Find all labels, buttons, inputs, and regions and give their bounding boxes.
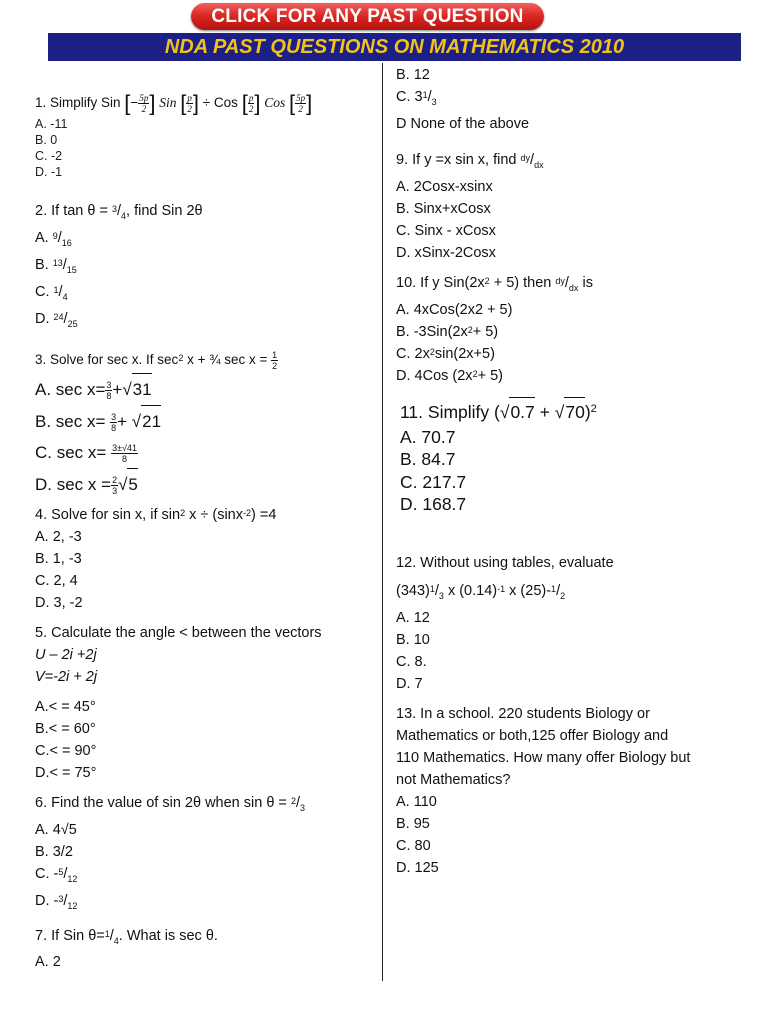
option: B. 1, -3 (35, 550, 82, 567)
text-fragment: C. - (35, 865, 59, 882)
text-fragment: / (295, 794, 300, 811)
left-column (35, 90, 375, 973)
option: B. 12 (396, 67, 430, 83)
text-fragment: 10. If y Sin(2x (396, 274, 485, 291)
text-fragment: x (25)- (505, 582, 552, 599)
text-fragment: ÷ Cos (202, 95, 238, 110)
text-fragment: V=-2i + 2j (35, 668, 98, 685)
text-fragment: 1 (429, 583, 435, 594)
option (35, 373, 375, 405)
text-fragment: 2 (472, 368, 478, 379)
option: D. $-^3/_{12}$ (35, 892, 78, 911)
text-fragment: (343) (396, 582, 430, 599)
text-fragment: 5 (58, 866, 64, 877)
text-fragment: 3 (58, 893, 64, 904)
text-fragment: 8 (111, 422, 117, 433)
text-fragment: . What is sec θ. (118, 927, 218, 944)
option: B. Sinx+xCosx (396, 200, 491, 217)
question-13 (396, 703, 746, 879)
text-fragment: 2 (560, 590, 566, 601)
text-fragment: D. sec x = (35, 474, 112, 494)
text-fragment: Mathematics or both,125 offer Biology and (396, 727, 669, 744)
text-fragment: Cos (264, 95, 286, 110)
text-fragment: 1 (104, 928, 110, 939)
question-6 (35, 792, 375, 917)
text-fragment: / (117, 203, 122, 220)
option: A. 4xCos(2x2 + 5) (396, 301, 513, 318)
text-fragment: C. 3 (396, 89, 423, 105)
text-fragment: + √ (117, 411, 142, 431)
text-fragment: / (564, 274, 569, 291)
text-fragment: dy (555, 275, 565, 286)
option: A. 2, -3 (35, 528, 82, 545)
text-fragment: x (0.14) (443, 582, 498, 599)
text-fragment: 4 (113, 935, 119, 946)
text-fragment: 0.7 (509, 397, 534, 426)
text-fragment: , find Sin 2θ (126, 203, 203, 220)
past-question-button[interactable]: CLICK FOR ANY PAST QUESTION (191, 3, 544, 30)
text-fragment: 2 (298, 103, 303, 114)
text-fragment: ) =4 (251, 506, 277, 523)
text-fragment: 2 (141, 103, 147, 114)
text-fragment: 6. Find the value of sin 2θ when sin θ = (35, 794, 291, 811)
option: B. $^{13}/_{15}$ (35, 257, 77, 276)
option: A. $^9/_{16}$ (35, 230, 72, 249)
text-fragment: dx (568, 282, 579, 293)
text-fragment: C. sec x= (35, 442, 112, 462)
text-fragment: x ÷ (sinx (185, 506, 243, 523)
text-fragment: p (248, 92, 254, 103)
text-fragment: 9. If y =x sin x, find (396, 151, 521, 168)
text-fragment: / (434, 582, 439, 599)
text-fragment: B. sec x= (35, 411, 111, 431)
text-fragment: 2 (590, 402, 597, 415)
option: B.< = 60° (35, 720, 96, 737)
text-fragment: 12 (67, 873, 78, 884)
question-9 (396, 149, 746, 264)
option: D.< = 75° (35, 764, 97, 781)
text-fragment: 1 (422, 90, 428, 100)
text-fragment: 2 (484, 275, 490, 286)
text-fragment: 1 (272, 349, 278, 360)
text-fragment: 12. Without using tables, evaluate (396, 554, 614, 571)
text-fragment: C. 2x (396, 345, 430, 362)
option: D. xSinx-2Cosx (396, 244, 496, 261)
question-8-continued (396, 64, 746, 135)
text-fragment: 3 (299, 802, 305, 813)
text-fragment: 3 (111, 204, 117, 215)
text-fragment: 3 (106, 379, 112, 390)
text-fragment: -2 (243, 507, 252, 518)
option: B. 0 (35, 133, 58, 148)
option: B. 3/2 (35, 843, 73, 860)
text-fragment: +√ (112, 379, 132, 399)
text-fragment: 8 (122, 453, 128, 464)
question-3 (35, 347, 375, 500)
text-fragment: + 5) (472, 323, 499, 340)
option: A.< = 45° (35, 698, 96, 715)
text-fragment: 2 (290, 795, 296, 806)
option (396, 365, 746, 387)
text-fragment: A. (35, 230, 53, 247)
text-fragment: 3 (438, 590, 444, 601)
text-fragment: 2 (180, 507, 186, 518)
text-fragment: 3. Solve for sec x. If sec (35, 351, 179, 367)
text-fragment: 5p (139, 92, 149, 103)
option (396, 343, 746, 365)
text-fragment: 4 (121, 211, 127, 222)
text-fragment: / (556, 582, 561, 599)
option: D. -1 (35, 165, 63, 180)
text-fragment: 5p (296, 92, 306, 103)
text-fragment: + √ (534, 401, 565, 422)
question-1: 1. Simplify Sin [− $\frac{5p}{2}$ ] Sin [ $\frac{p}{2}$ ] ÷ Cos [ $\frac{p}{2}$ ] Cos [ $\frac{5p}{2}$ ] A. -11 B. 0 C. -2 D. -1 (35, 90, 375, 180)
option: A. 2 (35, 954, 61, 971)
text-fragment: D. - (35, 892, 59, 909)
text-fragment: U – 2i +2j (35, 646, 97, 663)
column-divider (382, 63, 383, 981)
question-5 (35, 622, 375, 784)
option: C. 2, 4 (35, 572, 78, 589)
text-fragment: -1 (497, 583, 506, 594)
question-12 (396, 552, 746, 695)
option: A. 70.7 (400, 426, 456, 447)
text-fragment: 5. Calculate the angle < between the vectors (35, 624, 322, 641)
text-fragment: 24 (53, 312, 64, 322)
text-fragment: A. sec x= (35, 379, 106, 399)
text-fragment: 2. If tan θ = (35, 203, 112, 220)
text-fragment: 11. Simplify (√ (400, 401, 510, 422)
text-fragment: 12 (67, 900, 78, 911)
text-fragment: is (578, 274, 593, 291)
text-fragment: C. (35, 284, 54, 301)
option: C.< = 90° (35, 742, 97, 759)
text-fragment: Sin (159, 95, 177, 110)
option: D. 7 (396, 675, 423, 692)
option: B. 95 (396, 815, 430, 832)
option: A. 110 (396, 793, 437, 810)
text-fragment: + 5) then (489, 274, 556, 291)
question-11 (396, 397, 746, 516)
text-fragment: 1 (551, 583, 557, 594)
text-fragment: √ (118, 474, 128, 494)
option: A. -11 (35, 117, 68, 132)
option: D. $^{24}/_{25}$ (35, 311, 78, 329)
text-fragment: 3 (111, 411, 117, 422)
option (396, 86, 746, 113)
text-fragment: 1 (53, 285, 59, 296)
option: D. 3, -2 (35, 594, 83, 611)
text-fragment: x + ¾ sec x = (183, 351, 272, 367)
question-2 (35, 200, 375, 334)
text-fragment: + 5) (477, 367, 503, 384)
option: B. 10 (396, 631, 430, 648)
text-fragment: 3±√41 (112, 442, 137, 453)
text-fragment: / (427, 89, 432, 105)
text-fragment: B. (35, 257, 53, 274)
text-fragment: p (187, 92, 192, 103)
text-fragment: 2 (187, 103, 192, 114)
text-fragment: 2 (429, 346, 435, 357)
question-4 (35, 504, 375, 614)
text-fragment: 4 (62, 292, 68, 302)
text-fragment: 3 (112, 485, 118, 496)
text-fragment: 1. Simplify Sin (35, 95, 121, 110)
text-fragment: 5 (127, 468, 137, 500)
option: C. $-^5/_{12}$ (35, 865, 78, 884)
option: C. 8. (396, 653, 427, 670)
option: C. 80 (396, 837, 431, 854)
text-fragment: 13 (52, 258, 63, 269)
text-fragment: not Mathematics? (396, 771, 511, 788)
option: A. 4√5 (35, 821, 77, 838)
text-fragment: 2 (467, 324, 473, 335)
question-7 (35, 925, 375, 974)
text-fragment: 25 (67, 318, 78, 329)
text-fragment: ) (584, 401, 591, 422)
text-fragment: 7. If Sin θ= (35, 927, 105, 944)
text-fragment: 16 (61, 238, 72, 249)
text-fragment: 4. Solve for sin x, if sin (35, 506, 181, 523)
text-fragment: 3 (431, 96, 437, 107)
text-fragment: / (109, 927, 114, 944)
text-fragment: 8 (106, 390, 112, 401)
option: C. -2 (35, 149, 63, 164)
text-fragment: dx (534, 159, 544, 170)
text-fragment: D. (35, 311, 54, 327)
text-fragment: D. 4Cos (2x (396, 367, 473, 384)
text-fragment: / (530, 151, 535, 168)
text-fragment: 13. In a school. 220 students Biology or (396, 705, 650, 722)
option: A. 2Cosx-xsinx (396, 178, 493, 195)
text-fragment: 21 (141, 405, 161, 437)
right-column (396, 64, 746, 879)
page-title: NDA PAST QUESTIONS ON MATHEMATICS 2010 (48, 33, 741, 61)
question-10 (396, 272, 746, 387)
text-fragment: dy (520, 152, 531, 163)
option (35, 437, 375, 468)
option: B. 84.7 (400, 449, 456, 470)
option (35, 468, 375, 500)
option: D None of the above (396, 115, 530, 132)
option: C. Sinx - xCosx (396, 222, 496, 239)
text-fragment: 2 (178, 352, 184, 363)
option: D. 125 (396, 859, 439, 876)
text-fragment: 31 (132, 373, 152, 405)
option: A. 12 (396, 609, 430, 626)
text-fragment: 2 (248, 103, 254, 114)
option (396, 321, 746, 343)
text-fragment: 70 (564, 397, 584, 426)
text-fragment: sin(2x+5) (434, 345, 495, 362)
text-fragment: 110 Mathematics. How many offer Biology but (396, 749, 691, 766)
option (35, 405, 375, 437)
text-fragment: 2 (272, 360, 278, 371)
option: D. 168.7 (400, 494, 467, 515)
text-fragment: 9 (52, 231, 58, 242)
option: C. $^1/_4$ (35, 284, 68, 302)
text-fragment: 2 (112, 474, 118, 485)
text-fragment: B. -3Sin(2x (396, 323, 468, 340)
text-fragment: 15 (66, 265, 77, 276)
option: C. 217.7 (400, 471, 467, 492)
